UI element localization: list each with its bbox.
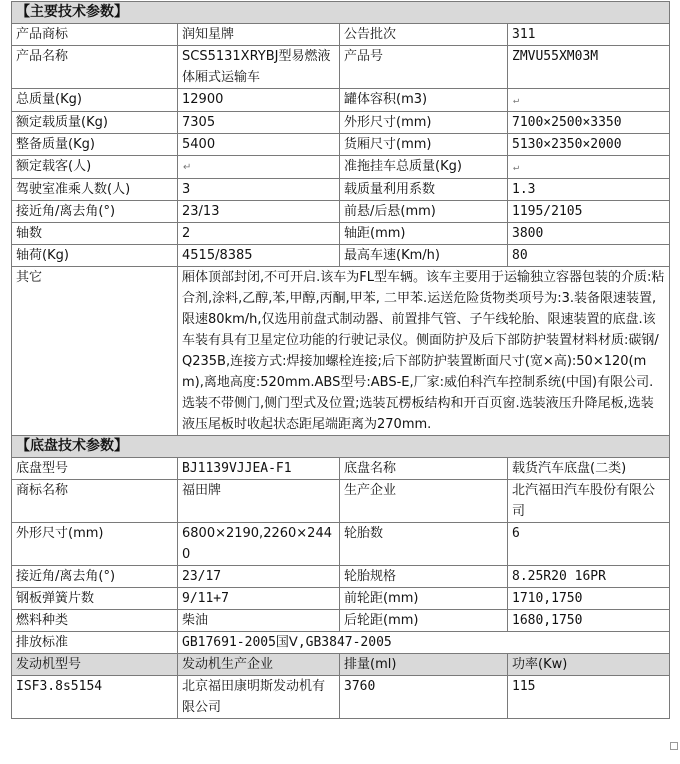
label-cell: 轮胎数 xyxy=(340,523,508,566)
table-row xyxy=(12,24,670,46)
table-row xyxy=(12,46,670,89)
label-cell: 产品号 xyxy=(340,46,508,89)
label-cell: 公告批次 xyxy=(340,24,508,46)
label-cell: 钢板弹簧片数 xyxy=(12,588,178,610)
label-cell: 轴距(mm) xyxy=(340,223,508,245)
value-cell: 7100×2500×3350 xyxy=(508,112,670,134)
label-cell: 轴数 xyxy=(12,223,178,245)
value-cell: 5130×2350×2000 xyxy=(508,134,670,156)
table-resize-handle[interactable] xyxy=(670,742,678,750)
value-cell: 12900 xyxy=(178,89,340,112)
paragraph-mark-icon: ↵ xyxy=(513,162,520,173)
value-cell: 3800 xyxy=(508,223,670,245)
value-cell: 8.25R20 16PR xyxy=(508,566,670,588)
table-row xyxy=(12,112,670,134)
engine-header-cell: 排量(ml) xyxy=(340,654,508,676)
value-cell: 9/11+7 xyxy=(178,588,340,610)
value-cell: 1195/2105 xyxy=(508,201,670,223)
label-cell: 其它 xyxy=(12,267,178,436)
value-cell xyxy=(508,89,670,112)
table-row xyxy=(12,156,670,179)
value-cell: 6800×2190,2260×2440 xyxy=(178,523,340,566)
label-cell: 底盘名称 xyxy=(340,458,508,480)
label-cell: 总质量(Kg) xyxy=(12,89,178,112)
table-row xyxy=(12,245,670,267)
value-cell: 4515/8385 xyxy=(178,245,340,267)
table-row-other xyxy=(12,267,670,436)
engine-header-cell: 发动机生产企业 xyxy=(178,654,340,676)
paragraph-mark-icon: ↵ xyxy=(513,95,520,106)
table-row-emission xyxy=(12,632,670,654)
label-cell: 整备质量(Kg) xyxy=(12,134,178,156)
value-cell: 23/17 xyxy=(178,566,340,588)
label-cell: 轴荷(Kg) xyxy=(12,245,178,267)
label-cell: 产品商标 xyxy=(12,24,178,46)
value-cell: 润知星牌 xyxy=(178,24,340,46)
engine-model: ISF3.8s5154 xyxy=(12,676,178,719)
label-cell: 后轮距(mm) xyxy=(340,610,508,632)
label-cell: 接近角/离去角(°) xyxy=(12,566,178,588)
label-cell: 驾驶室准乘人数(人) xyxy=(12,179,178,201)
value-cell: SCS5131XRYBJ型易燃液体厢式运输车 xyxy=(178,46,340,89)
table-row xyxy=(12,458,670,480)
section-header-main xyxy=(12,2,670,24)
label-cell: 准拖挂车总质量(Kg) xyxy=(340,156,508,179)
engine-power: 115 xyxy=(508,676,670,719)
value-cell: 7305 xyxy=(178,112,340,134)
value-cell xyxy=(178,156,340,179)
engine-header-row xyxy=(12,654,670,676)
table-row xyxy=(12,179,670,201)
table-row xyxy=(12,134,670,156)
label-cell: 额定载质量(Kg) xyxy=(12,112,178,134)
value-cell: 6 xyxy=(508,523,670,566)
label-cell: 排放标准 xyxy=(12,632,178,654)
label-cell: 生产企业 xyxy=(340,480,508,523)
label-cell: 前轮距(mm) xyxy=(340,588,508,610)
engine-header-cell: 发动机型号 xyxy=(12,654,178,676)
label-cell: 货厢尺寸(mm) xyxy=(340,134,508,156)
value-cell: 北汽福田汽车股份有限公司 xyxy=(508,480,670,523)
value-cell: BJ1139VJJEA-F1 xyxy=(178,458,340,480)
label-cell: 外形尺寸(mm) xyxy=(340,112,508,134)
label-cell: 前悬/后悬(mm) xyxy=(340,201,508,223)
table-row xyxy=(12,566,670,588)
chassis-section-title: 【底盘技术参数】 xyxy=(12,436,670,458)
other-description: 厢体顶部封闭,不可开启.该车为FL型车辆。该车主要用于运输独立容器包装的介质:粘合剂,涂料,乙醇,苯,甲醇,丙酮,甲苯, 二甲苯.运送危险货物类项号为:3.装备限速装置,限速80km/h,仅选用前盘式制动器、前置排气管、子午线轮胎、限速装置的底盘.该车装有具有卫星定位功能的行驶记录仪。侧面防护及后下部防护装置材料材质:碳钢/Q235B,连接方式:焊接加螺栓连接;后下部防护装置断面尺寸(宽×高):50×120(mm),离地高度:520mm.ABS型号:ABS-E,厂家:威伯科汽车控制系统(中国)有限公司.选装不带侧门,侧门型式及位置;选装瓦楞板结构和开百页窗.选装液压升降尾板,选装液压尾板时收起状态距尾端距离为270mm. xyxy=(178,267,670,436)
emission-value: GB17691-2005国Ⅴ,GB3847-2005 xyxy=(178,632,670,654)
table-row xyxy=(12,223,670,245)
label-cell: 燃料种类 xyxy=(12,610,178,632)
value-cell: 1710,1750 xyxy=(508,588,670,610)
label-cell: 轮胎规格 xyxy=(340,566,508,588)
table-row xyxy=(12,610,670,632)
engine-displacement: 3760 xyxy=(340,676,508,719)
label-cell: 额定载客(人) xyxy=(12,156,178,179)
label-cell: 最高车速(Km/h) xyxy=(340,245,508,267)
label-cell: 商标名称 xyxy=(12,480,178,523)
label-cell: 接近角/离去角(°) xyxy=(12,201,178,223)
table-row xyxy=(12,201,670,223)
spec-table xyxy=(11,1,670,719)
value-cell: 2 xyxy=(178,223,340,245)
table-row xyxy=(12,89,670,112)
value-cell: 载货汽车底盘(二类) xyxy=(508,458,670,480)
value-cell: 福田牌 xyxy=(178,480,340,523)
engine-header-cell: 功率(Kw) xyxy=(508,654,670,676)
section-header-chassis xyxy=(12,436,670,458)
paragraph-mark-icon: ↵ xyxy=(183,162,192,173)
value-cell xyxy=(508,156,670,179)
table-row xyxy=(12,523,670,566)
label-cell: 产品名称 xyxy=(12,46,178,89)
value-cell: 1680,1750 xyxy=(508,610,670,632)
table-row xyxy=(12,480,670,523)
value-cell: ZMVU55XM03M xyxy=(508,46,670,89)
engine-maker: 北京福田康明斯发动机有限公司 xyxy=(178,676,340,719)
main-section-title: 【主要技术参数】 xyxy=(12,2,670,24)
table-row xyxy=(12,588,670,610)
label-cell: 载质量利用系数 xyxy=(340,179,508,201)
value-cell: 23/13 xyxy=(178,201,340,223)
engine-data-row xyxy=(12,676,670,719)
value-cell: 柴油 xyxy=(178,610,340,632)
value-cell: 5400 xyxy=(178,134,340,156)
value-cell: 1.3 xyxy=(508,179,670,201)
value-cell: 3 xyxy=(178,179,340,201)
value-cell: 80 xyxy=(508,245,670,267)
value-cell: 311 xyxy=(508,24,670,46)
label-cell: 外形尺寸(mm) xyxy=(12,523,178,566)
label-cell: 罐体容积(m3) xyxy=(340,89,508,112)
label-cell: 底盘型号 xyxy=(12,458,178,480)
